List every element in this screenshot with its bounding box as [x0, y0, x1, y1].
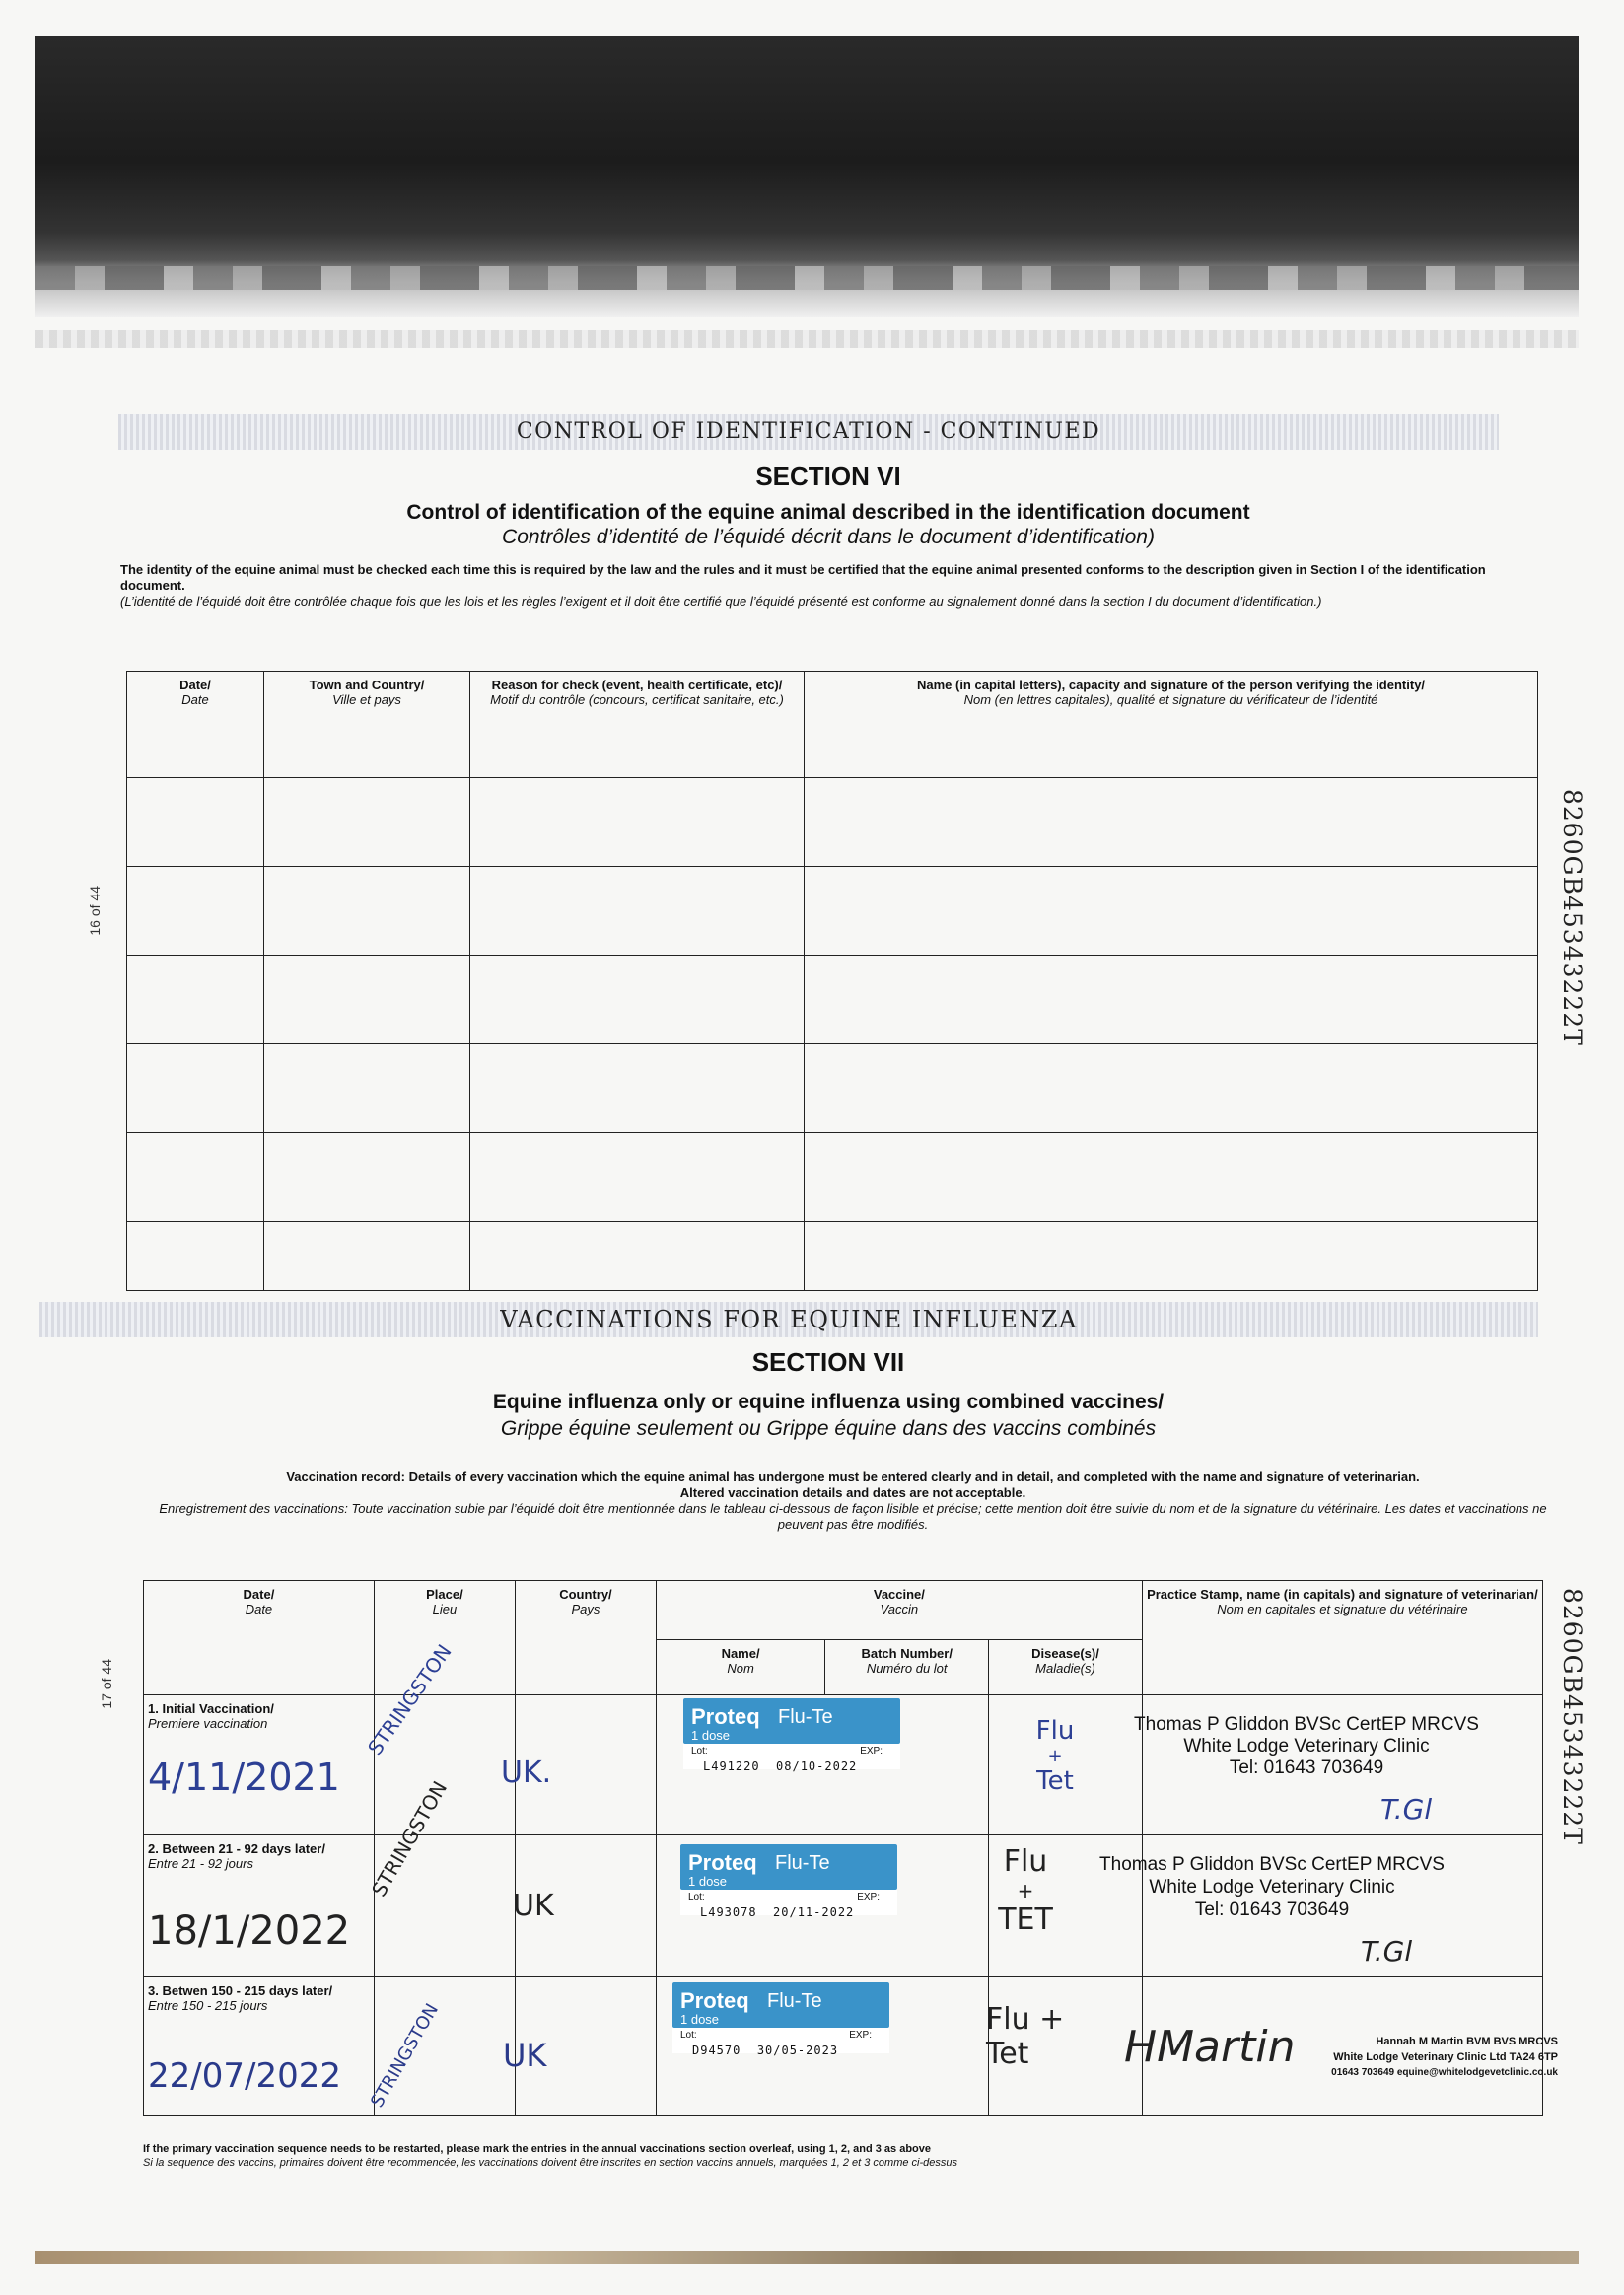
row2-place: STRINGSTON [367, 1776, 453, 1901]
row2-stamp-clinic: White Lodge Veterinary Clinic [1149, 1877, 1395, 1898]
row3-exp: 30/05-2023 [756, 2044, 839, 2057]
section7-intro [153, 1470, 1553, 1533]
row1-stamp-tel: Tel: 01643 703649 [1229, 1757, 1384, 1778]
section7-title-fr: Grippe équine seulement ou Grippe équine dans des vaccins combinés [500, 1417, 1157, 1440]
cell[interactable] [805, 956, 1538, 1044]
cell[interactable] [127, 867, 264, 956]
cell[interactable] [127, 1044, 264, 1133]
col-place: Place/ Lieu [374, 1581, 515, 1695]
footnote [143, 2142, 1543, 2170]
col-stamp: Practice Stamp, name (in capitals) and signature of veterinarian/ Nom en capitales et signature du vétérinaire [1142, 1581, 1542, 1695]
row1-vaccine-sticker: Proteq Flu-Te 1 dose Lot: EXP: L491220 08/10-2022 [683, 1698, 900, 1769]
col-country: Country/ Pays [515, 1581, 656, 1695]
scan-bottom-edge [35, 2251, 1579, 2264]
col-date: Date/ Date [144, 1581, 375, 1695]
passport-number-top: 8260GB45343222T [1558, 789, 1587, 1046]
row2-signature: T.Gl [1361, 1935, 1413, 1968]
section6-title: Control of identification of the equine animal described in the identification document [406, 501, 1250, 524]
table-row [127, 1133, 1538, 1222]
col-vaccine: Vaccine/ Vaccin [656, 1581, 1142, 1640]
section7-band: VACCINATIONS FOR EQUINE INFLUENZA [39, 1302, 1538, 1337]
table-row [127, 867, 1538, 956]
section6-intro-fr: (L’identité de l’équidé doit être contrôlée chaque fois que les lois et les règles l’exigent et il doit être certifié que l’équidé présenté est conforme au signalement donné dans la section I du document d’identification.) [120, 594, 1322, 609]
identity-check-table [126, 671, 1538, 1291]
cell[interactable] [805, 867, 1538, 956]
cell[interactable] [470, 1133, 805, 1222]
row1-exp: 08/10-2022 [776, 1759, 858, 1773]
row1-stamp-name: Thomas P Gliddon BVSc CertEP MRCVS [1134, 1714, 1479, 1735]
section7-title: Equine influenza only or equine influenza using combined vaccines/ [492, 1391, 1165, 1413]
section6-heading: SECTION VI [755, 462, 901, 491]
cell[interactable] [470, 1222, 805, 1291]
table-row [127, 778, 1538, 867]
row2-exp: 20/11-2022 [773, 1905, 855, 1919]
footnote-fr: Si la sequence des vaccins, primaires doivent être recommencée, les vaccinations doivent être inscrites en section vaccins annuels, marquées 1, 2 et 3 comme ci-dessus [143, 2157, 958, 2169]
cell[interactable] [264, 1222, 470, 1291]
section6-intro [120, 562, 1520, 610]
row1-country: UK. [501, 1756, 552, 1790]
cell[interactable] [264, 867, 470, 956]
row3-lot: D94570 [692, 2044, 741, 2057]
passport-number-bottom: 8260GB45343222T [1558, 1588, 1587, 1845]
row3-vaccine-sticker: Proteq Flu-Te 1 dose Lot: EXP: D94570 30/05-2023 [672, 1982, 889, 2053]
scan-edge-stripe [35, 266, 1579, 290]
cell[interactable] [805, 1222, 1538, 1291]
cell[interactable] [264, 1133, 470, 1222]
page-number-17: 17 of 44 [99, 1659, 114, 1709]
row3-stamp-name: Hannah M Martin BVM BVS MRCVS [1376, 2036, 1558, 2047]
col-date: Date/ Date [127, 672, 264, 778]
row1-lot: L491220 [703, 1759, 760, 1773]
section7-heading: SECTION VII [751, 1347, 905, 1377]
row2-stamp-name: Thomas P Gliddon BVSc CertEP MRCVS [1099, 1854, 1445, 1875]
row1-place: STRINGSTON [363, 1639, 457, 1759]
table-row [127, 1044, 1538, 1133]
col-vaccine-name: Name/ Nom [656, 1640, 824, 1695]
row3-stamp-clinic: White Lodge Veterinary Clinic Ltd TA24 6TP [1333, 2051, 1558, 2063]
vaccination-row-3: 3. Betwen 150 - 215 days later/ Entre 150 - 215 jours [144, 1977, 1543, 2116]
cell[interactable] [470, 1044, 805, 1133]
cell[interactable] [805, 1133, 1538, 1222]
section6-intro-en: The identity of the equine animal must be checked each time this is required by the law and the rules and it must be certified that the equine animal presented conforms to the description given in Section I of the identification document. [120, 562, 1486, 593]
row2-country: UK [513, 1889, 554, 1923]
row2-lot: L493078 [700, 1905, 757, 1919]
row3-country: UK [503, 2037, 547, 2074]
col-batch: Batch Number/ Numéro du lot [825, 1640, 989, 1695]
cell[interactable] [470, 956, 805, 1044]
cell[interactable] [470, 778, 805, 867]
section7-intro-en2: Altered vaccination details and dates are not acceptable. [679, 1485, 1026, 1500]
col-verifier: Name (in capital letters), capacity and signature of the person verifying the identity/ Nom (en lettres capitales), qualité et signature du vérificateur de l’identité [805, 672, 1538, 778]
cell[interactable] [264, 1044, 470, 1133]
cell[interactable] [264, 956, 470, 1044]
scan-grey-line [35, 330, 1579, 348]
col-reason: Reason for check (event, health certificate, etc)/ Motif du contrôle (concours, certificat sanitaire, etc.) [470, 672, 805, 778]
vaccination-row-1: 1. Initial Vaccination/ Premiere vaccination [144, 1695, 1543, 1835]
row3-stamp-tel: 01643 703649 equine@whitelodgevetclinic.co.uk [1331, 2067, 1558, 2078]
cell[interactable] [127, 1133, 264, 1222]
table-row [127, 956, 1538, 1044]
vaccination-row-2: 2. Between 21 - 92 days later/ Entre 21 - 92 jours [144, 1835, 1543, 1977]
section7-intro-fr: Enregistrement des vaccinations: Toute vaccination subie par l’équidé doit être mentionnée dans le tableau ci-dessous de façon lisible et précise; cette mention doit être suivie du nom et de la signature du vétérinaire. Les dates et vaccinations ne peuvent pas être modifiés. [159, 1501, 1547, 1532]
footnote-en: If the primary vaccination sequence needs to be restarted, please mark the entries in the annual vaccinations section overleaf, using 1, 2, and 3 as above [143, 2143, 932, 2155]
col-disease: Disease(s)/ Maladie(s) [989, 1640, 1143, 1695]
col-town: Town and Country/ Ville et pays [264, 672, 470, 778]
section6-band: CONTROL OF IDENTIFICATION - CONTINUED [118, 414, 1499, 450]
row3-disease: Flu + Tet [986, 2002, 1065, 2071]
row2-stamp-tel: Tel: 01643 703649 [1194, 1900, 1350, 1920]
row1-date: 4/11/2021 [148, 1756, 340, 1799]
cell[interactable] [127, 1222, 264, 1291]
cell[interactable] [805, 778, 1538, 867]
cell[interactable] [127, 956, 264, 1044]
row1-disease: Flu + Tet [1035, 1716, 1075, 1796]
page-number-16: 16 of 44 [87, 886, 103, 936]
row3-date: 22/07/2022 [148, 2056, 341, 2096]
row1-stamp-clinic: White Lodge Veterinary Clinic [1183, 1736, 1430, 1757]
section7-intro-en1: Vaccination record: Details of every vaccination which the equine animal has undergone must be entered clearly and in detail, and completed with the name and signature of veterinarian. [286, 1470, 1420, 1484]
row2-date: 18/1/2022 [148, 1908, 351, 1954]
row2-disease: Flu + TET [998, 1844, 1053, 1937]
row2-vaccine-sticker: Proteq Flu-Te 1 dose Lot: EXP: L493078 20/11-2022 [680, 1844, 897, 1915]
cell[interactable] [264, 778, 470, 867]
row1-signature: T.Gl [1380, 1793, 1433, 1826]
row3-place: STRINGSTON [367, 2000, 444, 2112]
table-row [127, 1222, 1538, 1291]
section6-title-fr: Contrôles d’identité de l’équidé décrit dans le document d’identification) [502, 526, 1155, 548]
cell[interactable] [470, 867, 805, 956]
cell[interactable] [805, 1044, 1538, 1133]
cell[interactable] [127, 778, 264, 867]
row3-signature: HMartin [1124, 2022, 1296, 2072]
